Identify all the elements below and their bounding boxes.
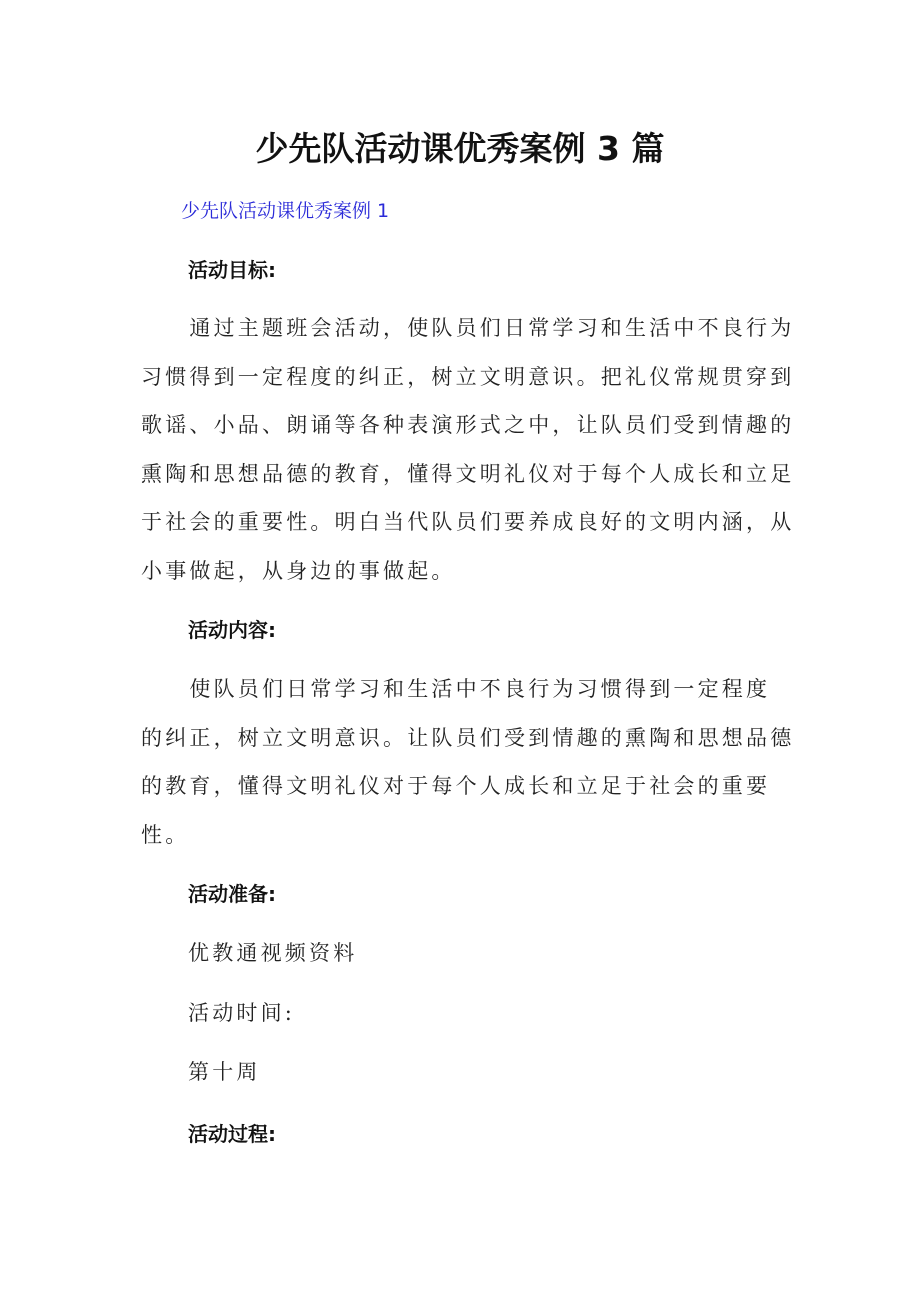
goal-line: 于社会的重要性。明白当代队员们要养成良好的文明内涵，从	[141, 510, 795, 535]
preparation-heading: 活动准备:	[188, 882, 276, 906]
content-line: 的教育，懂得文明礼仪对于每个人成长和立足于社会的重要	[141, 774, 771, 799]
goal-line: 小事做起，从身边的事做起。	[141, 558, 456, 583]
time-label: 活动时间:	[188, 1001, 296, 1025]
goal-line: 熏陶和思想品德的教育，懂得文明礼仪对于每个人成长和立足	[141, 461, 795, 486]
process-heading: 活动过程:	[188, 1122, 276, 1146]
case-subtitle: 少先队活动课优秀案例 1	[181, 200, 390, 222]
content-paragraph	[141, 665, 795, 859]
goal-heading: 活动目标:	[188, 258, 276, 282]
time-text: 第十周	[188, 1060, 261, 1084]
goal-line: 歌谣、小品、朗诵等各种表演形式之中，让队员们受到情趣的	[141, 413, 795, 438]
content-heading: 活动内容:	[188, 618, 276, 642]
preparation-text: 优教通视频资料	[188, 941, 358, 965]
goal-paragraph	[141, 304, 795, 596]
content-line: 使队员们日常学习和生活中不良行为习惯得到一定程度	[141, 677, 771, 701]
content-line: 的纠正，树立文明意识。让队员们受到情趣的熏陶和思想品德	[141, 725, 795, 750]
content-line: 性。	[141, 822, 190, 847]
document-title: 少先队活动课优秀案例 3 篇	[255, 129, 665, 168]
goal-line: 通过主题班会活动，使队员们日常学习和生活中不良行为	[141, 316, 795, 340]
goal-line: 习惯得到一定程度的纠正，树立文明意识。把礼仪常规贯穿到	[141, 364, 795, 389]
